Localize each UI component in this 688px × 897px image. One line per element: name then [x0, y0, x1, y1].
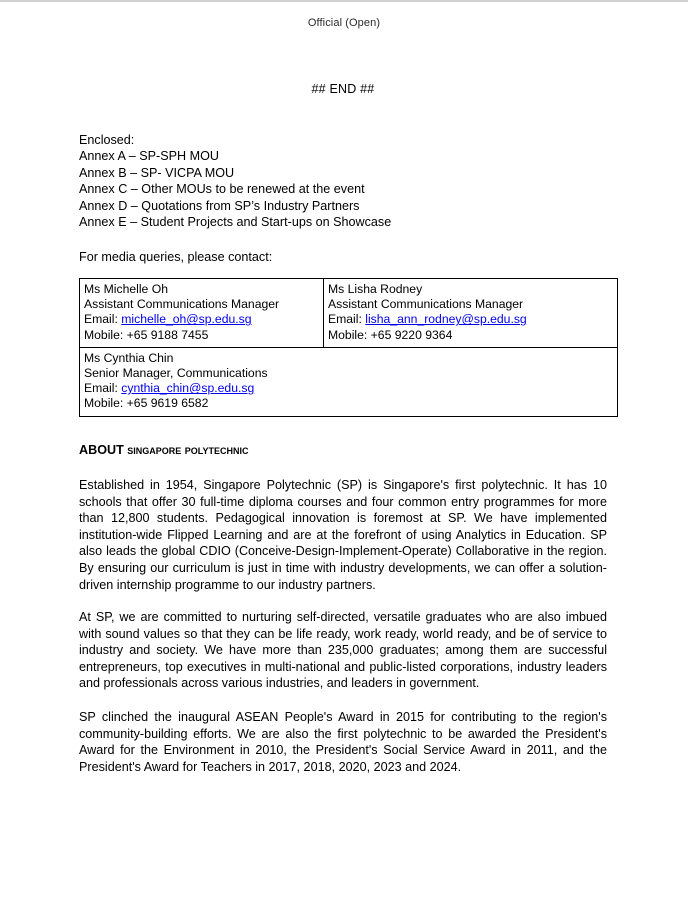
media-queries-intro: For media queries, please contact: [79, 250, 273, 264]
contact-name: Ms Lisha Rodney [328, 282, 423, 296]
classification-header: Official (Open) [307, 17, 381, 29]
contact-cell-lisha-rodney [324, 279, 618, 348]
contact-cell-michelle-oh [80, 279, 324, 348]
enclosed-item-b: Annex B – SP- VICPA MOU [79, 165, 235, 180]
contact-mobile: Mobile: +65 9619 6582 [84, 396, 209, 411]
enclosed-label: Enclosed: [79, 133, 135, 147]
email-label: Email: [328, 312, 362, 327]
about-heading-organisation: singapore polytechnic [127, 443, 249, 457]
enclosed-list [79, 132, 607, 230]
contact-name: Ms Cynthia Chin [84, 350, 174, 365]
contact-mobile: Mobile: +65 9188 7455 [84, 327, 209, 342]
email-label: Email: [84, 381, 118, 396]
email-link[interactable]: lisha_ann_rodney@sp.edu.sg [365, 312, 527, 327]
about-paragraph-2: At SP, we are committed to nurturing self-directed, versatile graduates who are also imbued with sound values so that they can be life ready, work ready, world ready, and be of service to industry and society. We have more than 235,000 graduates; among them are successful entrepreneurs, top executives in multi-national and public-listed corporations, industry leaders and professionals across various industries, and leaders in government. [79, 610, 607, 691]
enclosed-item-a: Annex A – SP-SPH MOU [79, 149, 219, 164]
table-row [80, 347, 618, 416]
table-row [80, 279, 618, 348]
media-contacts-table [79, 278, 618, 417]
enclosed-item-d: Annex D – Quotations from SP’s Industry Partners [79, 198, 360, 213]
contact-cell-cynthia-chin [80, 347, 618, 416]
about-heading-prefix: ABOUT [79, 443, 128, 457]
about-paragraph-3: SP clinched the inaugural ASEAN People's Award in 2015 for contributing to the region's community-building efforts. We are also the first polytechnic to be awarded the President's Award for the Environment in 2010, the President's Social Service Award in 2011, and the President's Award for Teachers in 2017, 2018, 2020, 2023 and 2024. [79, 710, 607, 774]
email-link[interactable]: cynthia_chin@sp.edu.sg [121, 381, 255, 396]
contact-role: Assistant Communications Manager [328, 297, 524, 312]
end-marker: ## END ## [311, 82, 375, 96]
contact-role: Assistant Communications Manager [84, 297, 280, 312]
contact-role: Senior Manager, Communications [84, 366, 268, 381]
contact-email-row [328, 312, 617, 327]
about-section-heading [79, 443, 607, 458]
enclosed-item-c: Annex C – Other MOUs to be renewed at the event [79, 182, 365, 197]
enclosed-item-e: Annex E – Student Projects and Start-ups on Showcase [79, 215, 392, 230]
email-link[interactable]: michelle_oh@sp.edu.sg [121, 312, 252, 327]
email-label: Email: [84, 312, 118, 327]
contact-email-row [84, 381, 617, 396]
contact-email-row [84, 312, 323, 327]
contact-mobile: Mobile: +65 9220 9364 [328, 327, 453, 342]
contact-name: Ms Michelle Oh [84, 282, 168, 296]
about-paragraph-1: Established in 1954, Singapore Polytechnic (SP) is Singapore's first polytechnic. It has 10 schools that offer 30 full-time diploma courses and four common entry programmes for more than 12,800 students. Pedagogical innovation is foremost at SP. We have implemented institution-wide Flipped Learning and are at the forefront of using Analytics in Education. SP also leads the global CDIO (Conceive-Design-Implement-Operate) Collaborative in the region. By ensuring our curriculum is just in time with industry developments, we can offer a solution-driven internship programme to our industry partners. [79, 478, 607, 592]
